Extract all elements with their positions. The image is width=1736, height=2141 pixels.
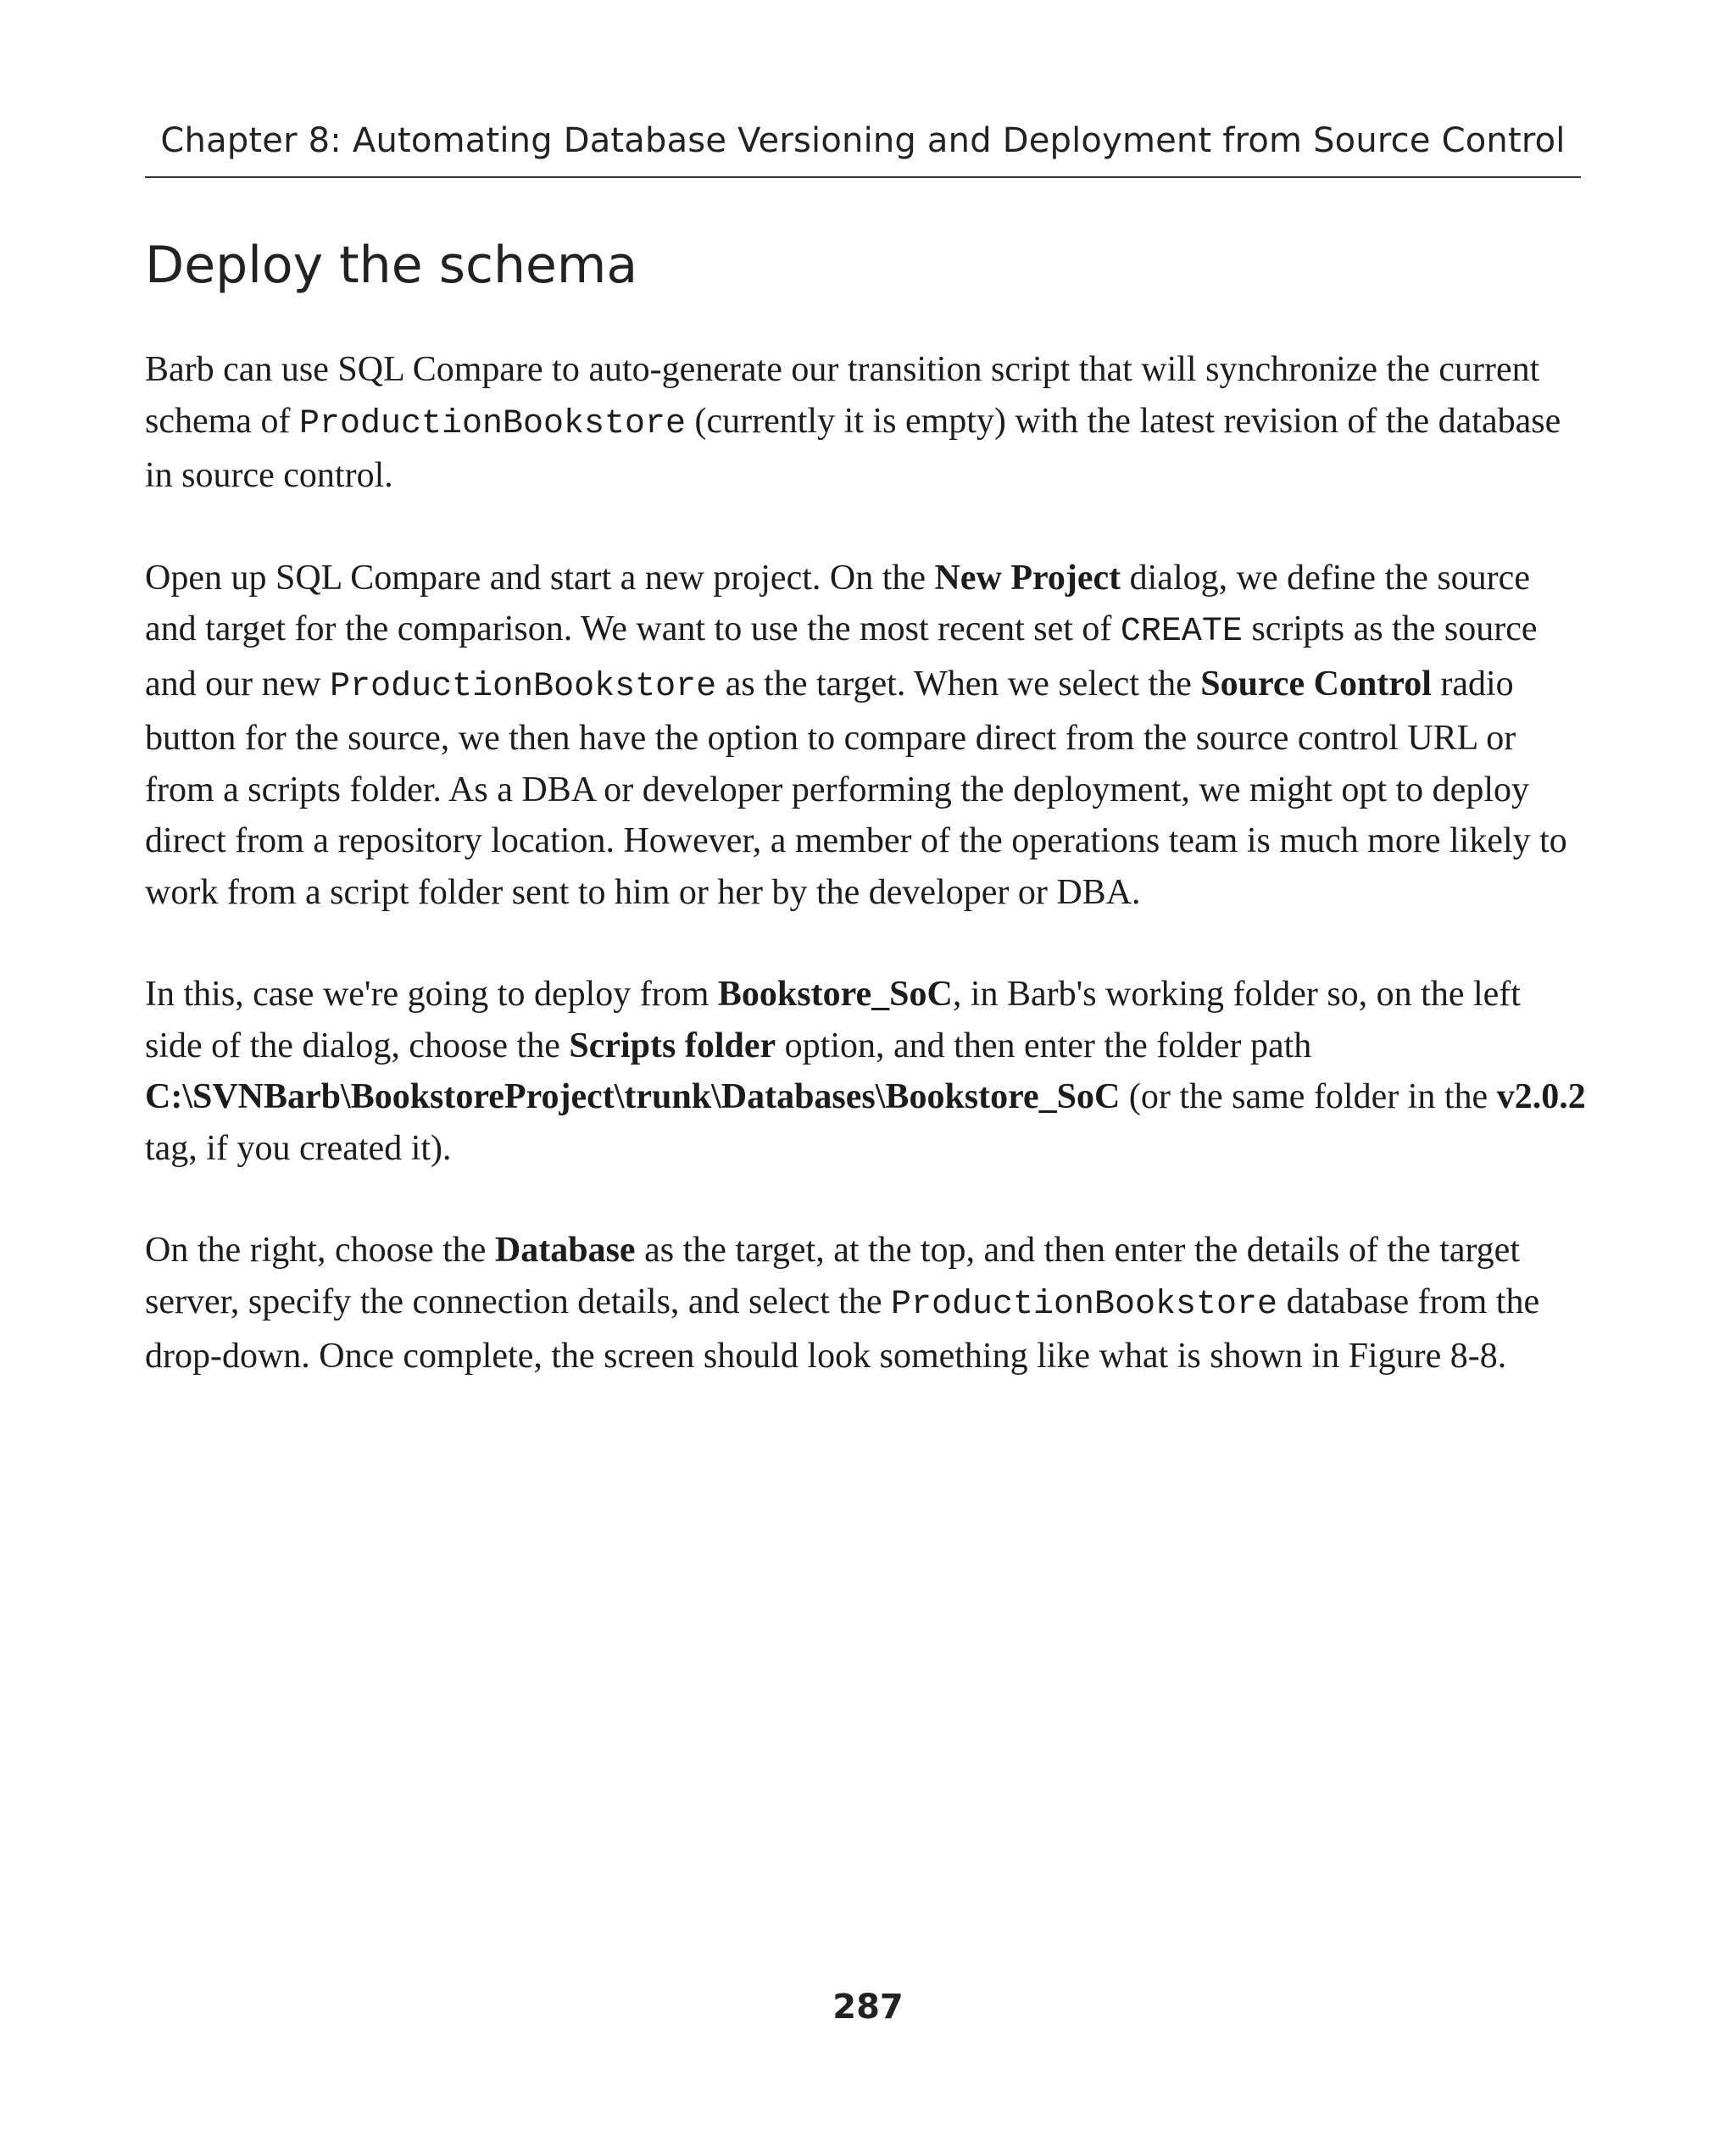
- paragraph-3-text-5: tag, if you created it).: [145, 1128, 452, 1168]
- paragraph-3-text-1: In this, case we're going to deploy from: [145, 975, 718, 1014]
- paragraph-3-text-4: (or the same folder in the: [1120, 1077, 1497, 1116]
- code-production-bookstore: ProductionBookstore: [890, 1285, 1278, 1324]
- paragraph-1-text-1: Barb can use SQL Compare to auto-generate our transition script that will synchronize the current schema of: [145, 350, 1540, 441]
- paragraph-3: [145, 969, 1586, 1174]
- paragraph-2-text-5: radio button for the source, we then have the option to compare direct from the source control URL or from a scripts folder. As a DBA or developer performing the deployment, we might opt to deploy direct from a repository location. However, a member of the operations team is much more likely to work from a script folder sent to him or her by the developer or DBA.: [145, 664, 1567, 912]
- bold-folder-path: C:\SVNBarb\BookstoreProject\trunk\Databases\Bookstore_SoC: [145, 1077, 1121, 1116]
- body-text: [145, 344, 1586, 1433]
- paragraph-4: [145, 1225, 1586, 1382]
- bold-source-control: Source Control: [1200, 664, 1432, 703]
- code-create: CREATE: [1120, 613, 1243, 651]
- page-number: 287: [832, 1988, 904, 2027]
- paragraph-2-text-3: scripts as the source and our new: [145, 609, 1538, 703]
- paragraph-3-text-3: option, and then enter the folder path: [776, 1026, 1312, 1065]
- paragraph-1: [145, 344, 1586, 502]
- bold-database: Database: [494, 1231, 636, 1270]
- paragraph-2-text-1: Open up SQL Compare and start a new project. On the: [145, 558, 935, 598]
- paragraph-4-text-3: database from the drop-down. Once complete, the screen should look something like what is shown in Figure 8-8.: [145, 1282, 1540, 1376]
- bold-scripts-folder: Scripts folder: [569, 1026, 776, 1065]
- code-production-bookstore: ProductionBookstore: [330, 667, 717, 706]
- paragraph-4-text-2: as the target, at the top, and then enter the details of the target server, specify the connection details, and select the: [145, 1231, 1520, 1321]
- paragraph-2: [145, 553, 1586, 919]
- bold-new-project: New Project: [934, 558, 1121, 598]
- section-title: Deploy the schema: [145, 236, 638, 295]
- paragraph-2-text-2: dialog, we define the source and target for the comparison. We want to use the most recent set of: [145, 558, 1530, 648]
- running-header: Chapter 8: Automating Database Versioning and Deployment from Source Control: [160, 121, 1566, 160]
- paragraph-4-text-1: On the right, choose the: [145, 1231, 495, 1270]
- paragraph-2-text-4: as the target. When we select the: [716, 664, 1201, 703]
- header-divider: [145, 176, 1581, 178]
- code-production-bookstore: ProductionBookstore: [298, 404, 687, 443]
- bold-version-tag: v2.0.2: [1496, 1077, 1586, 1116]
- paragraph-3-text-2: , in Barb's working folder so, on the left side of the dialog, choose the: [145, 975, 1521, 1065]
- bold-bookstore-soc: Bookstore_SoC: [717, 975, 953, 1014]
- paragraph-1-text-2: (currently it is empty) with the latest revision of the database in source control.: [145, 401, 1561, 495]
